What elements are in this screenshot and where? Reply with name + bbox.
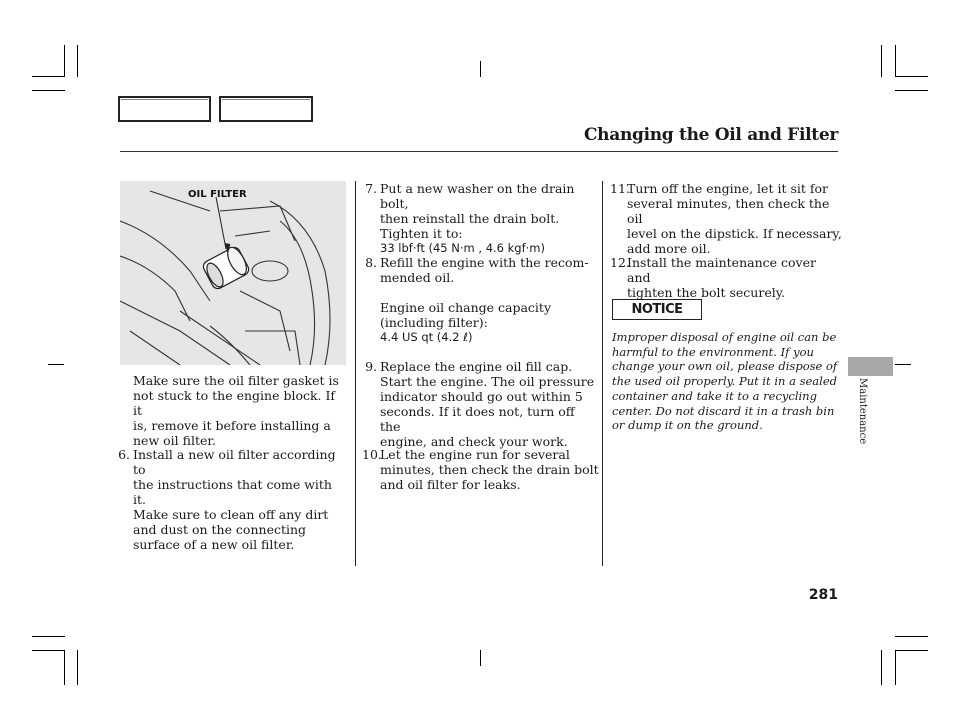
- step-9: [364, 359, 599, 449]
- text-line: and oil filter for leaks.: [380, 477, 521, 492]
- text-line: several minutes, then check the oil: [627, 196, 830, 226]
- text-line: add more oil.: [627, 241, 711, 256]
- step-number: 10.: [362, 447, 382, 462]
- torque-spec: 33 lbf·ft (45 N·m , 4.6 kgf·m): [380, 241, 545, 255]
- text-line: (including filter):: [380, 315, 488, 330]
- text-line: or dump it on the ground.: [612, 418, 763, 433]
- text-line: level on the dipstick. If necessary,: [627, 226, 842, 241]
- text-line: engine, and check your work.: [380, 434, 568, 449]
- step-number: 6.: [118, 447, 130, 462]
- step-10: [362, 447, 599, 492]
- text-line: center. Do not discard it in a trash bin: [612, 403, 835, 418]
- step-number: 7.: [365, 181, 377, 196]
- page-title: Changing the Oil and Filter: [583, 125, 838, 145]
- text-line: Replace the engine oil fill cap.: [380, 359, 573, 374]
- step-7: [364, 181, 599, 256]
- text-line: harmful to the environment. If you: [612, 344, 814, 359]
- step-11: [610, 181, 842, 256]
- intro-paragraph: [133, 373, 348, 448]
- text-line: Install the maintenance cover and: [627, 255, 816, 285]
- text-line: container and take it to a recycling: [612, 388, 817, 403]
- text-line: Make sure to clean off any dirt: [133, 507, 329, 522]
- step-number: 11.: [610, 181, 630, 196]
- nav-box-1[interactable]: [118, 96, 211, 122]
- text-line: change your own oil, please dispose of: [612, 359, 838, 374]
- column-divider-1: [355, 181, 356, 566]
- text-line: Make sure the oil filter gasket is: [133, 373, 339, 388]
- step-number: 12.: [610, 255, 630, 270]
- text-line: Tighten it to:: [380, 226, 463, 241]
- nav-box-2[interactable]: [219, 96, 313, 122]
- text-line: seconds. If it does not, turn off the: [380, 404, 575, 434]
- text-line: Engine oil change capacity: [380, 300, 552, 315]
- text-line: Let the engine run for several: [380, 447, 570, 462]
- text-line: not stuck to the engine block. If it: [133, 388, 336, 418]
- section-tab-label: Maintenance: [857, 378, 868, 445]
- text-line: Start the engine. The oil pressure: [380, 374, 595, 389]
- notice-text: [612, 330, 844, 433]
- text-line: the used oil properly. Put it in a sealed: [612, 374, 837, 389]
- oil-capacity-spec: 4.4 US qt (4.2 ℓ): [380, 330, 473, 344]
- header-rule: [120, 151, 838, 152]
- text-line: mended oil.: [380, 270, 455, 285]
- oil-filter-illustration: [120, 181, 346, 365]
- text-line: Refill the engine with the recom-: [380, 255, 589, 270]
- text-line: Improper disposal of engine oil can be: [612, 330, 837, 344]
- step-number: 8.: [365, 255, 377, 270]
- section-tab[interactable]: [848, 357, 893, 376]
- text-line: and dust on the connecting: [133, 522, 307, 537]
- text-line: new oil filter.: [133, 433, 216, 448]
- step-number: 9.: [365, 359, 377, 374]
- engine-drawing: [120, 181, 346, 365]
- text-line: Turn off the engine, let it sit for: [627, 181, 828, 196]
- text-line: is, remove it before installing a: [133, 418, 331, 433]
- text-line: minutes, then check the drain bolt: [380, 462, 599, 477]
- page-number: 281: [808, 587, 838, 603]
- text-line: Install a new oil filter according to: [133, 447, 336, 477]
- text-line: surface of a new oil filter.: [133, 537, 295, 552]
- step-12: [610, 255, 842, 300]
- text-line: tighten the bolt securely.: [627, 285, 786, 300]
- text-line: then reinstall the drain bolt.: [380, 211, 560, 226]
- text-line: the instructions that come with it.: [133, 477, 332, 507]
- step-8: [364, 255, 599, 345]
- text-line: Put a new washer on the drain bolt,: [380, 181, 575, 211]
- column-divider-2: [602, 181, 603, 566]
- figure-label: OIL FILTER: [188, 189, 247, 200]
- notice-badge: NOTICE: [612, 299, 702, 320]
- step-6: [118, 447, 348, 552]
- text-line: indicator should go out within 5: [380, 389, 583, 404]
